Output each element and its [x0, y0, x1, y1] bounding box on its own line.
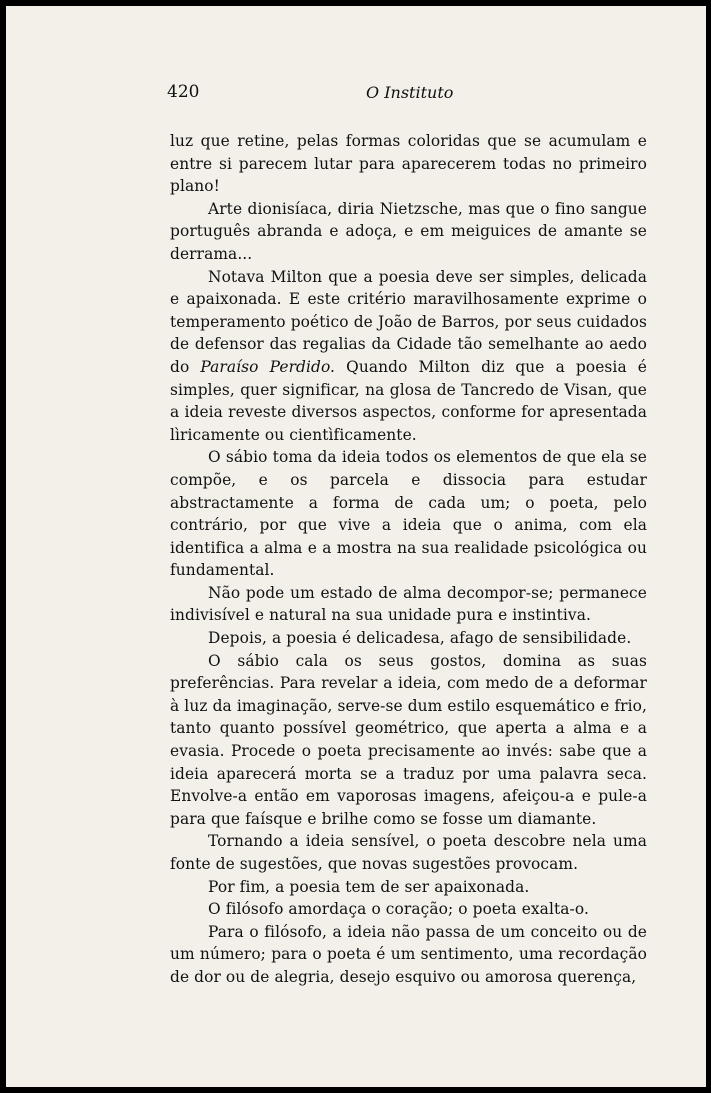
paragraph: Não pode um estado de alma decompor-se; permanece indivisível e natural na sua unidade pura e instintiva.: [170, 583, 647, 625]
book-title-italic: Paraíso Perdido.: [200, 357, 336, 376]
book-page: [6, 6, 706, 1087]
paragraph: Tornando a ideia sensível, o poeta descobre nela uma fonte de sugestões, que novas sugestões provocam.: [170, 832, 647, 873]
page-header: [6, 82, 706, 106]
paragraph: O filósofo amordaça o coração; o poeta exalta-o.: [208, 900, 589, 919]
body-text: [170, 130, 647, 989]
running-title: O Instituto: [366, 83, 454, 102]
paragraph: O sábio toma da ideia todos os elementos de que ela se compõe, e os parcela e dissocia para estudar abstractamente a forma de cada um; o poeta, pelo contrário, por que vive a ideia que o anima, com ela identifica a alma e a mostra na sua realidade psicológica ou fundamental.: [170, 448, 647, 580]
paragraph: Para o filósofo, a ideia não passa de um conceito ou de um número; para o poeta é um sentimento, uma recordação de dor ou de alegria, desejo esquivo ou amorosa querença,: [170, 922, 647, 986]
paragraph-text: Quando Milton diz que a poesia é simples, quer significar, na glosa de Tancredo de Visan, que a ideia reveste diversos aspectos, conforme for apresentada lìricamente ou cientìficamente.: [170, 357, 647, 444]
paragraph: luz que retine, pelas formas coloridas que se acumulam e entre si parecem lutar para aparecerem todas no primeiro plano!: [170, 132, 647, 196]
paragraph-milton: [170, 266, 647, 447]
page-number: 420: [167, 82, 200, 102]
paragraph: O sábio cala os seus gostos, domina as suas preferências. Para revelar a ideia, com medo de a deformar à luz da imaginação, serve-se dum estilo esquemático e frio, tanto quanto possível geométrico, que aperta a alma e a evasia. Procede o poeta precisamente ao invés: sabe que a ideia aparecerá morta se a traduz por uma palavra seca. Envolve-a então em vaporosas imagens, afeiçou-a e pule-a para que faísque e brilhe como se fosse um diamante.: [170, 651, 647, 828]
paragraph: Arte dionisíaca, diria Nietzsche, mas que o fino sangue português abranda e adoça, e em meiguices de amante se derrama...: [170, 199, 647, 263]
paragraph-text: Notava Milton que a poesia deve ser simples, delicada e apaixonada. E este critério maravilhosamente exprime o temperamento poético de João de Barros, por seus cuidados de defensor das regalias da Cidade tão semelhante ao aedo do: [170, 267, 647, 376]
paragraph: Por fim, a poesia tem de ser apaixonada.: [208, 877, 530, 896]
paragraph: Depois, a poesia é delicadesa, afago de sensibilidade.: [208, 629, 632, 648]
